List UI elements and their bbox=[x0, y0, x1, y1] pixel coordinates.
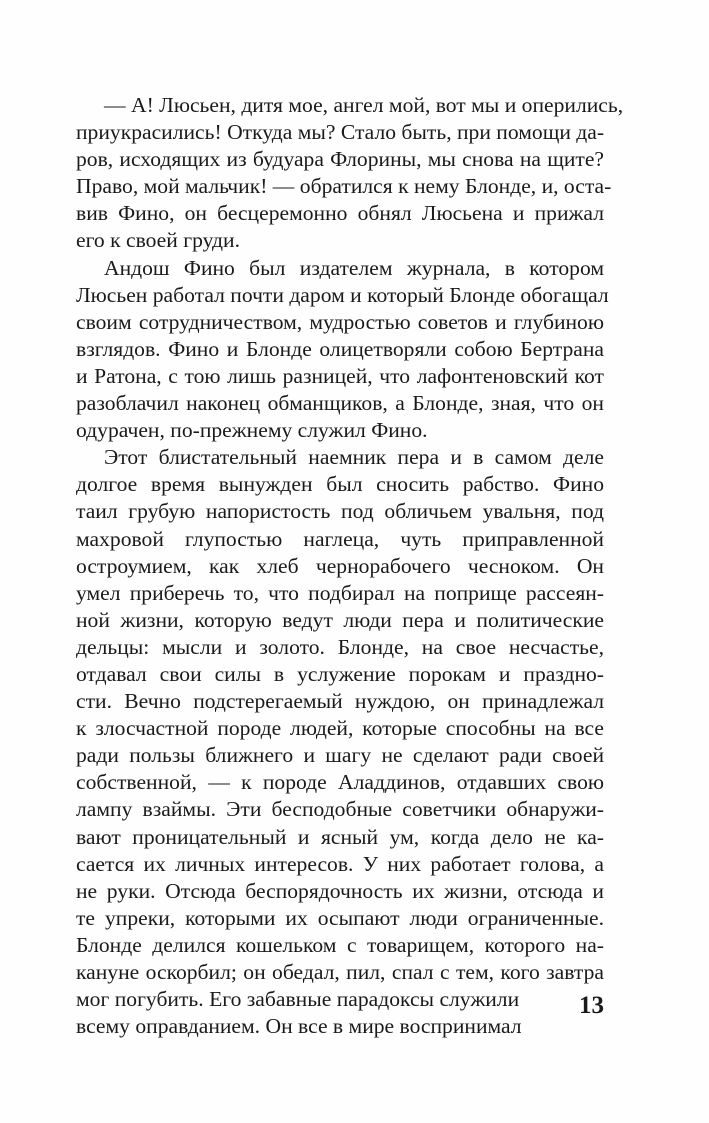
text-line: разоблачил наконец обманщиков, а Блонде, зная, что он bbox=[76, 391, 604, 416]
page-number: 13 bbox=[579, 992, 604, 1019]
text-line: его к своей груди. bbox=[76, 228, 240, 253]
text-line: своим сотрудничеством, мудростью советов и глубиною bbox=[76, 309, 604, 334]
text-line: Люсьен работал почти даром и который Блонде обогащал bbox=[76, 282, 609, 307]
text-line: сти. Вечно подстерегаемый нуждою, он принадлежал bbox=[76, 689, 604, 714]
text-line: вают проницательный и ясный ум, когда дело не ка- bbox=[76, 824, 604, 849]
text-line: ров, исходящих из будуара Флорины, мы снова на щите? bbox=[76, 147, 604, 172]
text-line: таил грубую напористость под обличьем увальня, под bbox=[76, 499, 604, 524]
text-line: не руки. Отсюда беспорядочность их жизни, отсюда и bbox=[76, 878, 604, 903]
text-line: вив Фино, он бесцеремонно обнял Люсьена и прижал bbox=[76, 201, 604, 226]
text-line: Андош Фино был издателем журнала, в котором bbox=[104, 255, 604, 280]
text-line: отдавал свои силы в услужение порокам и праздно- bbox=[76, 661, 604, 686]
text-line: Этот блистательный наемник пера и в самом деле bbox=[104, 445, 604, 470]
text-line: те упреки, которыми их осыпают люди ограниченные. bbox=[76, 905, 604, 930]
text-line: и Ратона, с тою лишь разницей, что лафонтеновский кот bbox=[76, 363, 604, 388]
text-line: сается их личных интересов. У них работает голова, а bbox=[76, 851, 604, 876]
text-line: к злосчастной породе людей, которые способны на все bbox=[76, 716, 604, 741]
text-line: одурачен, по-прежнему служил Фино. bbox=[76, 418, 428, 443]
text-line: собственной, — к породе Аладдинов, отдавших свою bbox=[76, 770, 604, 795]
text-line: дельцы: мысли и золото. Блонде, на свое несчастье, bbox=[76, 634, 604, 659]
text-line: — А! Люсьен, дитя мое, ангел мой, вот мы и оперились, bbox=[104, 93, 624, 117]
text-line: ной жизни, которую ведут люди пера и политические bbox=[76, 607, 604, 632]
text-line: кануне оскорбил; он обедал, пил, спал с тем, кого завтра bbox=[76, 960, 604, 984]
text-line: долгое время вынужден был сносить рабство. Фино bbox=[76, 472, 604, 497]
text-line: умел приберечь то, что подбирал на поприще рассеян- bbox=[76, 580, 604, 605]
text-line: приукрасились! Откуда мы? Стало быть, при помощи да- bbox=[76, 120, 605, 145]
text-line: всему оправданием. Он все в мире воспринимал bbox=[76, 1014, 522, 1039]
text-line: Право, мой мальчик! — обратился к нему Блонде, и, оста- bbox=[76, 174, 612, 199]
text-line: лампу взаймы. Эти бесподобные советчики обнаружи- bbox=[76, 797, 604, 822]
page-text bbox=[76, 92, 624, 1040]
text-line: мог погубить. Его забавные парадоксы служили bbox=[76, 987, 520, 1012]
text-line: махровой глупостью наглеца, чуть приправленной bbox=[76, 526, 604, 551]
text-line: взглядов. Фино и Блонде олицетворяли собою Бертрана bbox=[76, 336, 604, 361]
text-line: остроумием, как хлеб чернорабочего чесноком. Он bbox=[76, 553, 604, 578]
text-line: Блонде делился кошельком с товарищем, которого на- bbox=[76, 932, 604, 957]
text-line: ради пользы ближнего и шагу не сделают ради своей bbox=[76, 743, 604, 768]
